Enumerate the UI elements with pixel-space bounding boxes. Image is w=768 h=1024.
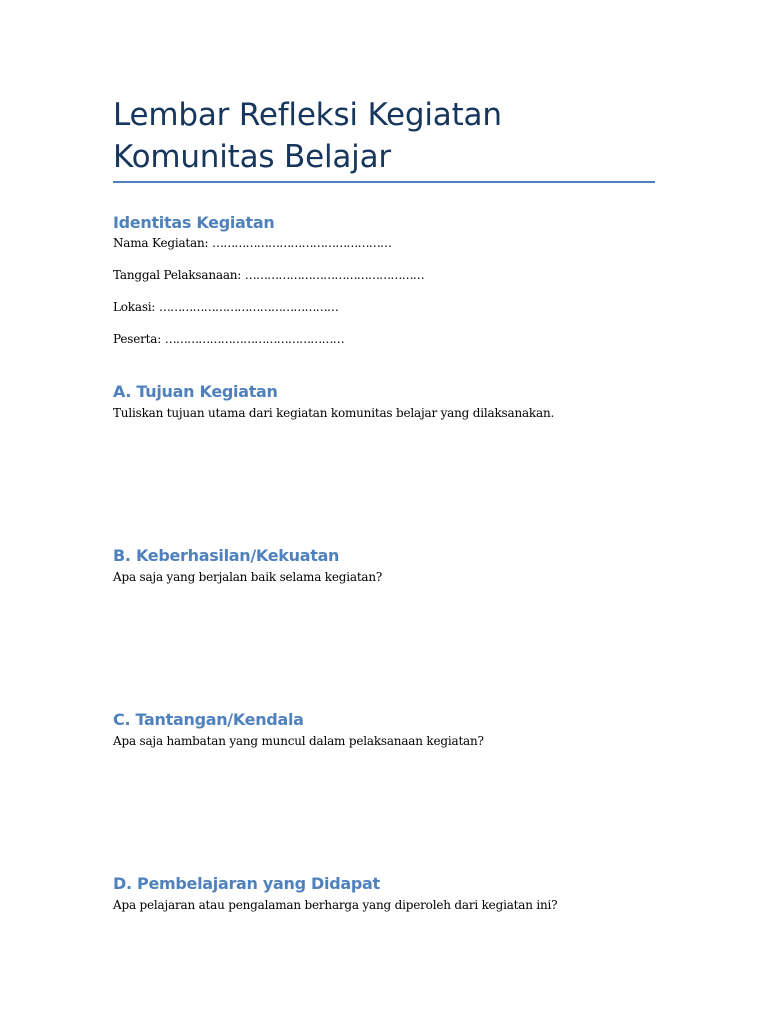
document-page	[113, 94, 655, 913]
field-tanggal-pelaksanaan	[113, 267, 655, 283]
section-prompt-keberhasilan: Apa saja yang berjalan baik selama kegiatan?	[113, 570, 383, 584]
field-blank: …………………………………………	[164, 332, 344, 346]
section-prompt-pembelajaran: Apa pelajaran atau pengalaman berharga yang diperoleh dari kegiatan ini?	[113, 898, 558, 912]
page-title: Lembar Refleksi Kegiatan Komunitas Belajar	[113, 97, 502, 175]
section-prompt-tantangan: Apa saja hambatan yang muncul dalam pelaksanaan kegiatan?	[113, 734, 484, 748]
field-lokasi	[113, 299, 655, 315]
section-heading-pembelajaran: D. Pembelajaran yang Didapat	[113, 874, 380, 893]
field-label: Nama Kegiatan:	[113, 236, 209, 250]
section-heading-tujuan: A. Tujuan Kegiatan	[113, 382, 278, 401]
field-label: Lokasi:	[113, 300, 156, 314]
section-heading-identitas: Identitas Kegiatan	[113, 213, 275, 232]
field-label: Peserta:	[113, 332, 162, 346]
field-nama-kegiatan	[113, 235, 655, 251]
field-label: Tanggal Pelaksanaan:	[113, 268, 242, 282]
field-blank: …………………………………………	[244, 268, 424, 282]
section-heading-keberhasilan: B. Keberhasilan/Kekuatan	[113, 546, 340, 565]
title-divider	[113, 181, 655, 183]
section-heading-tantangan: C. Tantangan/Kendala	[113, 710, 304, 729]
field-blank: …………………………………………	[212, 236, 392, 250]
field-blank: …………………………………………	[158, 300, 339, 314]
field-peserta	[113, 331, 655, 347]
section-prompt-tujuan: Tuliskan tujuan utama dari kegiatan komunitas belajar yang dilaksanakan.	[113, 406, 555, 420]
